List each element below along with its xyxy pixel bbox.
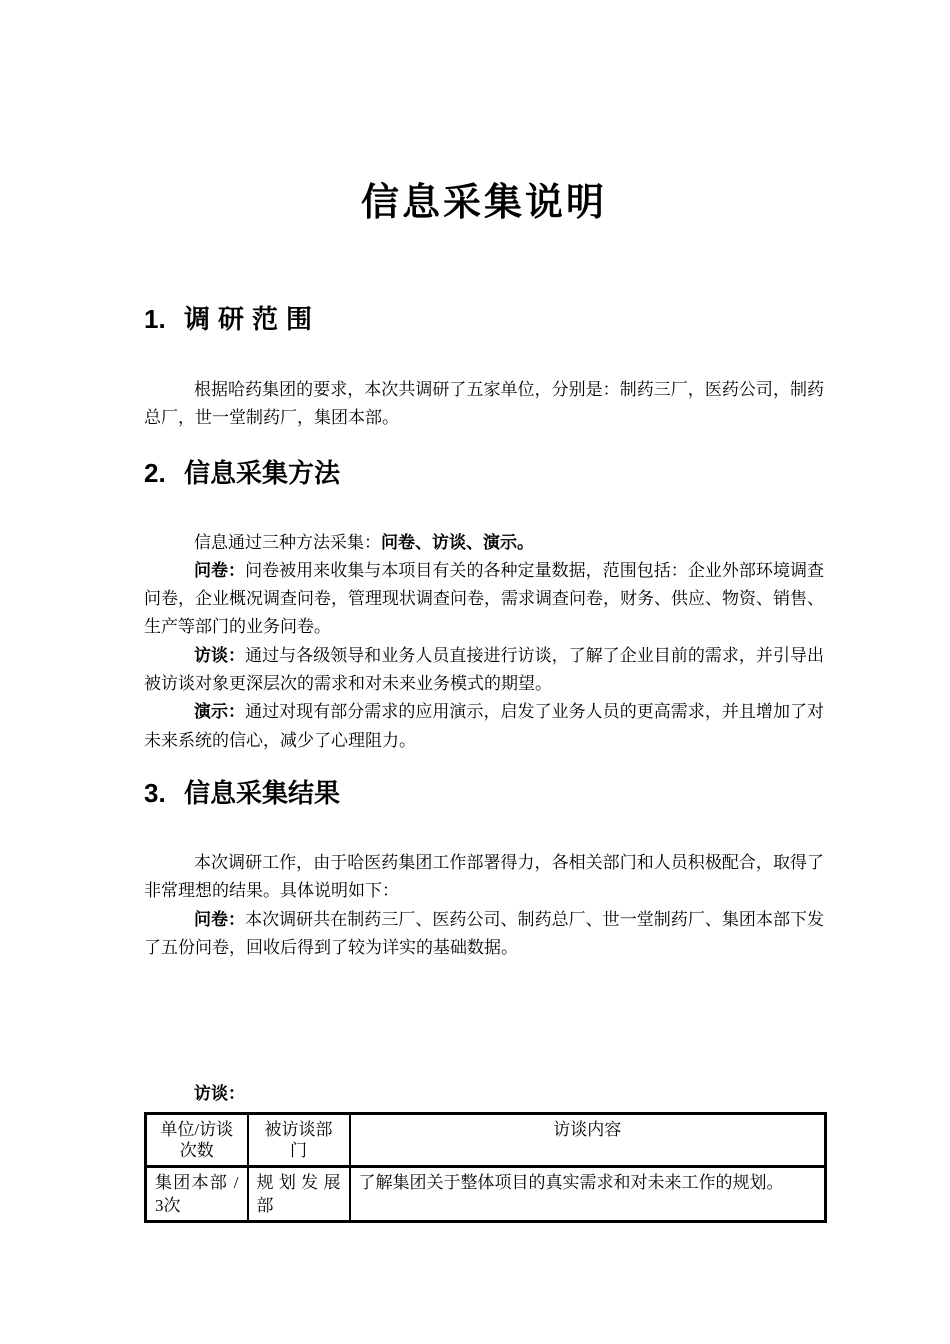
paragraph-text: 根据哈药集团的要求，本次共调研了五家单位，分别是：制药三厂，医药公司，制药总厂，世一堂制药厂，集团本部。	[144, 380, 824, 428]
table-header-unit: 单位/访谈次数	[146, 1114, 248, 1167]
paragraph-demo	[144, 698, 824, 755]
paragraph-text: 通过对现有部分需求的应用演示，启发了业务人员的更高需求，并且增加了对未来系统的信心，减少了心理阻力。	[144, 702, 825, 750]
heading-label: 调研范围	[184, 304, 321, 334]
table-cell-department: 规划发展部	[248, 1167, 350, 1222]
paragraph-text: 问卷被用来收集与本项目有关的各种定量数据，范围包括：企业外部环境调查问卷，企业概况调查问卷，管理现状调查问卷，需求调查问卷，财务、供应、物资、销售、生产等部门的业务问卷。	[144, 560, 825, 637]
interview-table	[144, 1112, 827, 1223]
section-heading-1	[144, 303, 824, 335]
heading-label: 信息采集方法	[184, 457, 341, 488]
heading-number: 3.	[144, 777, 166, 808]
paragraph-text: 本次调研工作，由于哈医药集团工作部署得力，各相关部门和人员积极配合，取得了非常理想的结果。具体说明如下：	[144, 852, 824, 901]
paragraph-results-intro	[144, 849, 824, 906]
paragraph-survey-scope	[144, 376, 824, 433]
table-cell-unit: 集团本部 / 3次	[146, 1167, 248, 1222]
paragraph-questionnaire	[144, 557, 824, 642]
paragraph-bold-prefix: 演示：	[194, 702, 246, 722]
paragraph-results-questionnaire	[144, 906, 824, 963]
paragraph-interview	[144, 642, 824, 699]
heading-number: 1.	[144, 304, 166, 334]
document-title: 信息采集说明	[360, 182, 607, 224]
heading-label: 信息采集结果	[184, 777, 341, 808]
interview-table-label: 访谈：	[194, 1084, 245, 1104]
paragraph-bold-prefix: 访谈：	[194, 645, 246, 665]
paragraph-text: 本次调研共在制药三厂、医药公司、制药总厂、世一堂制药厂、集团本部下发了五份问卷，回收后得到了较为详实的基础数据。	[144, 909, 825, 957]
section-heading-3	[144, 777, 824, 809]
paragraph-bold-suffix: 问卷、访谈、演示。	[381, 532, 534, 552]
table-header-department: 被访谈部门	[248, 1114, 350, 1167]
table-header-row	[146, 1114, 826, 1167]
paragraph-bold-prefix: 问卷：	[194, 909, 246, 929]
table-cell-content: 了解集团关于整体项目的真实需求和对未来工作的规划。	[350, 1167, 826, 1222]
paragraph-text: 信息通过三种方法采集：	[194, 532, 381, 552]
heading-number: 2.	[144, 457, 166, 488]
paragraph-methods-intro	[144, 529, 824, 557]
paragraph-bold-prefix: 问卷：	[194, 560, 246, 580]
table-row	[146, 1167, 826, 1222]
table-header-content: 访谈内容	[350, 1114, 826, 1167]
section-heading-2	[144, 457, 824, 489]
paragraph-text: 通过与各级领导和业务人员直接进行访谈，了解了企业目前的需求，并引导出被访谈对象更深层次的需求和对未来业务模式的期望。	[144, 645, 825, 694]
